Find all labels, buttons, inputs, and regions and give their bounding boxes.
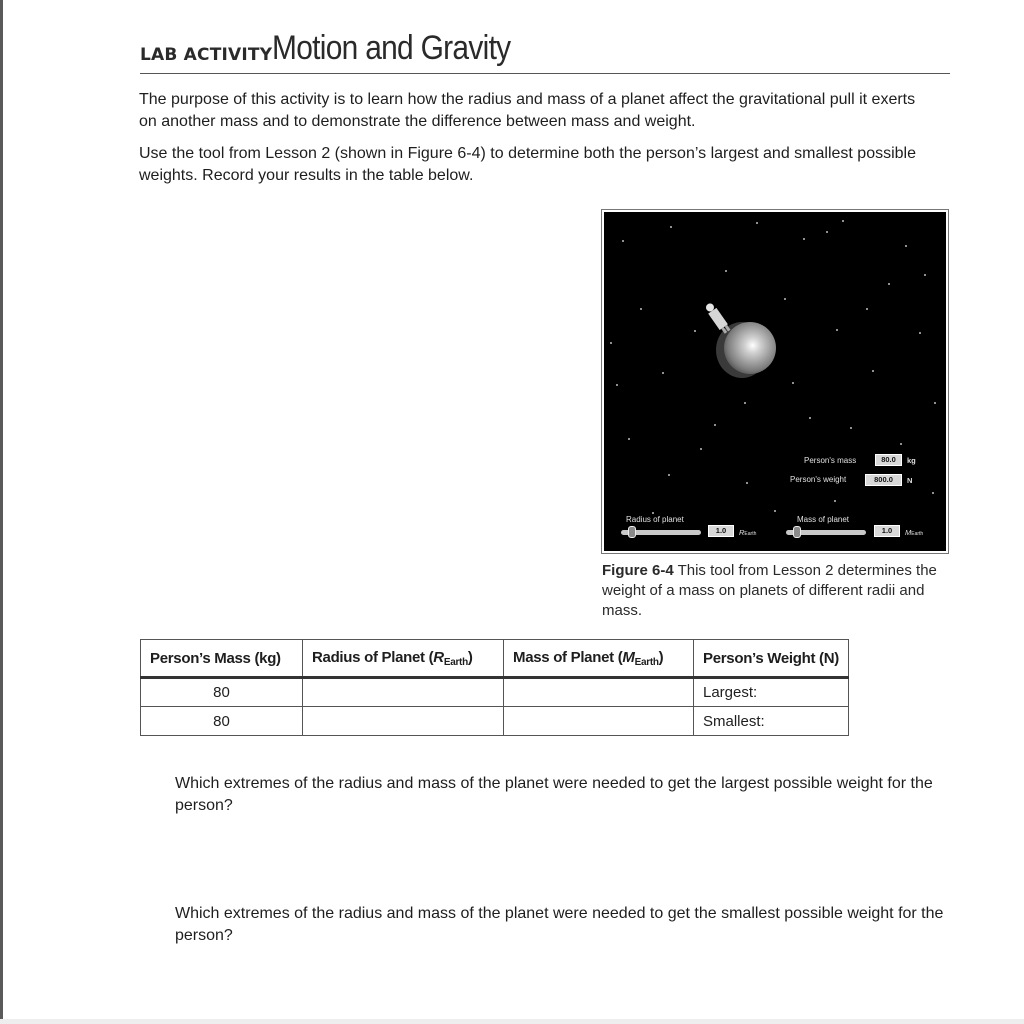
radius-slider-thumb[interactable] (628, 526, 636, 538)
page-title: Motion and Gravity (272, 29, 511, 67)
header-persons-mass: Person’s Mass (kg) (141, 640, 303, 678)
figure-caption-text: This tool from Lesson 2 determines the weight of a mass on planets of different radii and mass. (602, 562, 937, 619)
persons-mass-unit: kg (907, 456, 916, 465)
table-header-row (141, 640, 849, 678)
table-row (141, 707, 849, 736)
persons-weight-label: Person's weight (790, 475, 847, 484)
cell-radius[interactable] (303, 707, 504, 736)
mass-slider-label: Mass of planet (797, 515, 850, 524)
persons-mass-label: Person's mass (804, 456, 857, 465)
figure-6-4 (601, 209, 949, 554)
radius-unit: REarth (739, 528, 757, 537)
radius-slider-label: Radius of planet (626, 515, 684, 524)
persons-weight-value: 800.0 (865, 474, 902, 486)
mass-unit: MEarth (905, 528, 924, 537)
purpose-paragraph: The purpose of this activity is to learn how the radius and mass of a planet affect the gravitational pull it exerts on another mass and to demonstrate the difference between mass and weight. (139, 91, 916, 130)
table-row (141, 678, 849, 707)
lab-activity-label: LAB ACTIVITY (140, 45, 273, 65)
mass-slider-thumb[interactable] (793, 526, 801, 538)
radius-value: 1.0 (708, 525, 734, 537)
cell-weight[interactable]: Smallest: (694, 707, 849, 736)
figure-caption-label: Figure 6-4 (602, 562, 674, 579)
persons-mass-value[interactable]: 80.0 (875, 454, 902, 466)
planet-illustration (604, 212, 946, 551)
cell-planet-mass[interactable] (504, 707, 694, 736)
page-bottom-edge (0, 1019, 1024, 1024)
results-table (140, 639, 849, 736)
cell-mass: 80 (141, 678, 303, 707)
header-persons-weight: Person’s Weight (N) (694, 640, 849, 678)
mass-value: 1.0 (874, 525, 900, 537)
cell-radius[interactable] (303, 678, 504, 707)
cell-weight[interactable]: Largest: (694, 678, 849, 707)
header-mass-of-planet: Mass of Planet $(M_{Earth})$ (504, 640, 694, 678)
figure-caption (602, 561, 952, 621)
question-smallest-weight: Which extremes of the radius and mass of the planet were needed to get the smallest possible weight for the person? (175, 905, 944, 944)
question-largest-weight: Which extremes of the radius and mass of the planet were needed to get the largest possible weight for the person? (175, 775, 933, 814)
cell-planet-mass[interactable] (504, 678, 694, 707)
cell-mass: 80 (141, 707, 303, 736)
instructions-paragraph: Use the tool from Lesson 2 (shown in Figure 6-4) to determine both the person’s largest and smallest possible weights. Record your results in the table below. (139, 145, 916, 184)
persons-weight-unit: N (907, 476, 913, 485)
page-edge-rule (0, 0, 3, 1024)
gravity-simulation (604, 212, 946, 551)
planet (724, 322, 776, 374)
title-row (140, 28, 950, 74)
header-radius-of-planet: Radius of Planet $(R_{Earth})$ (303, 640, 504, 678)
person-figure (704, 301, 732, 335)
